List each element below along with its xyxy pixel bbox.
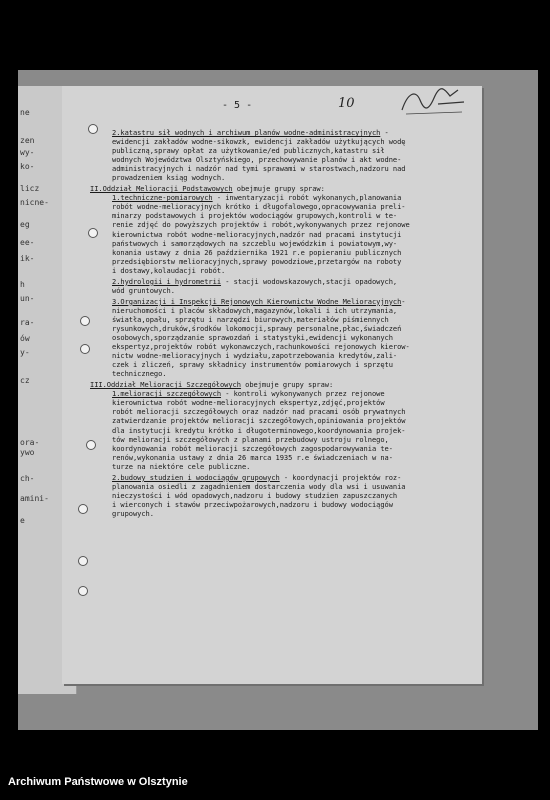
item-heading: 1.melioracji szczegółowych (112, 389, 222, 399)
underlying-page-fragment: ora- (20, 438, 40, 447)
text-line: światła,opału, sprzętu i narzędzi biurowych,materiałów piśmiennych (112, 314, 389, 324)
text-line: czek i zliczeń, sprawy składnicy instrumentów pomiarowych i sprzętu (112, 360, 393, 370)
punch-hole (78, 586, 88, 596)
text-line: wód gruntowych. (112, 285, 175, 295)
text-line: administracyjnych i nadzór nad tymi sprawami w starostwach,nadzoru nad (112, 164, 406, 174)
item-heading-tail: - inwentaryzacji robót wykonanych,planowania (212, 193, 402, 203)
underlying-page-fragment: h (20, 280, 25, 289)
document-page (62, 86, 482, 684)
item-heading-tail: - koordynacji projektów roz- (279, 472, 402, 482)
underlying-page-fragment: y- (20, 348, 30, 357)
text-line: prowadzeniem ksiąg wodnych. (112, 173, 226, 183)
underlying-page-fragment: un- (20, 294, 35, 303)
text-line: ewidencji zakładów wodne-sikowzk, ewidencji zakładów użytkujących wodę (112, 137, 406, 147)
text-line: turze na niektóre cele publiczne. (112, 461, 251, 471)
item-heading: 2.katastru sił wodnych i archiwum planów wodne-administracyjnych (112, 128, 381, 137)
underlying-page-fragment: e (20, 516, 25, 525)
text-line (112, 128, 477, 137)
text-line: minarzy podstawowych i projektów wodociągów grupowych,kontroli w te- (112, 211, 398, 221)
item-heading-tail: - (401, 296, 406, 306)
underlying-page-fragment: amini- (20, 494, 49, 503)
section-heading-tail: obejmuje grupy spraw: (240, 380, 334, 390)
text-line: technicznego. (112, 369, 167, 379)
text-line: osobowych,sporządzanie sprawozdań i statystyki,ewidencji wykonanych (112, 333, 393, 343)
text-line: ekspertyz,projektów robót wykonawczych,rachunkowości rejonowych kierow- (112, 342, 410, 352)
text-line: państwowych i samorządowych na szczeblu wojewódzkim i powiatowym,wy- (112, 238, 398, 248)
paragraph (112, 277, 477, 295)
text-line: dla instytucji kredytu krótko i długoterminowego,koordynowania projek- (112, 425, 406, 435)
item-heading-tail: - kontroli wykonywanych przez rejonowe (221, 389, 385, 399)
text-line: przedsiębiorstw melioracyjnych,sprawy powodziowe,przetargów na roboty (112, 256, 402, 266)
document-body (90, 128, 477, 520)
text-line: konania ustawy z dnia 26 października 1921 r.e popieraniu publicznych (112, 247, 402, 257)
item-heading: 2.budowy studzien i wodociągów grupowych (112, 472, 280, 482)
item-heading-tail: - stacji wodowskazowych,stacji opadowych, (221, 276, 398, 286)
text-line: i wierconych i stawów przeciwpożarowych,nadzoru i budowy wodociągów (112, 499, 393, 509)
punch-hole (86, 440, 96, 450)
text-line: nieczystości i wód opadowych,nadzoru i budowy studzien zapuszczanych (112, 490, 398, 500)
text-line: rysunkowych,druków,środków lokomocji,sprawy personalne,płac,świadczeń (112, 323, 402, 333)
section-heading (90, 184, 477, 193)
text-line: tów melioracji szczegółowych z planami przebudowy ustroju rolnego, (112, 434, 389, 444)
punch-hole (88, 228, 98, 238)
underlying-page-fragment: ik- (20, 254, 35, 263)
text-line: robót melioracji szczegółowych oraz nadzór nad pracami osób prywatnych (112, 407, 406, 417)
item-heading: 2.hydrologii i hydrometrii (112, 276, 222, 286)
item-heading: 3.Organizacji i Inspekcji Rejonowych Kierownictw Wodne Melioracyjnych (112, 296, 402, 306)
text-line: koordynowania robót melioracji szczegółowych zagospodarowywania te- (112, 443, 393, 453)
paragraph (112, 389, 477, 470)
underlying-page-fragment: zen (20, 136, 35, 145)
text-line: wodnych Województwa Olsztyńskiego, przechowywanie planów i akt wodne- (112, 155, 402, 165)
punch-hole (78, 556, 88, 566)
text-line (112, 193, 477, 202)
underlying-page-fragment: ch- (20, 474, 35, 483)
handwritten-mark (398, 86, 468, 116)
punch-hole (88, 124, 98, 134)
underlying-page-fragment: ko- (20, 162, 35, 171)
text-line: nictw wodne-melioracyjnych i wydziału,zapotrzebowania kredytów,zali- (112, 351, 398, 361)
section-heading-tail: obejmuje grupy spraw: (232, 184, 325, 194)
text-line: kierownictwa robót wodne-melioracyjnych ekspertyz,zdjęć,projektów (112, 398, 385, 408)
paragraph (112, 193, 477, 274)
underlying-page-fragment: wy- (20, 148, 35, 157)
text-line: nieruchomości i placów składowych,magazynów,lokali i ich utrzymania, (112, 305, 398, 315)
underlying-page-fragment: licz (20, 184, 40, 193)
underlying-page-fragment: ów (20, 334, 30, 343)
section-heading (90, 380, 477, 389)
underlying-page-fragment: eg (20, 220, 30, 229)
text-line: zatwierdzanie projektów melioracji szczegółowych,opiniowania projektów (112, 416, 406, 426)
underlying-page-fragment: ywo (20, 448, 35, 457)
text-line (112, 297, 477, 306)
page-header (62, 96, 482, 116)
underlying-page-fragment: ee- (20, 238, 35, 247)
text-line: kierownictwa robót wodne-melioracyjnych,nadzór nad pracami instytucji (112, 229, 402, 239)
text-line (112, 473, 477, 482)
punch-hole (78, 504, 88, 514)
folio-number: 10 (338, 96, 355, 111)
text-line: planowania osiedli z zagadnieniem dostarczenia wody dla wsi i usuwania (112, 481, 406, 491)
underlying-page-fragment: ra- (20, 318, 35, 327)
text-line: publiczną,sprawy opłat za użytkowanie/ed publicznych,katastru sił (112, 146, 385, 156)
paragraph (112, 128, 477, 182)
underlying-page-fragment: nicne- (20, 198, 49, 207)
text-line: renów,wykonania ustawy z dnia 26 marca 1935 r.e świadczeniach w na- (112, 452, 393, 462)
paragraph (112, 473, 477, 518)
punch-hole (80, 316, 90, 326)
text-line: renie zdjęć do powyższych projektów i robót,wykonywanych przez rejonowe (112, 220, 410, 230)
punch-hole (80, 344, 90, 354)
section-heading-title: II.Oddział Melioracji Podstawowych (90, 184, 233, 194)
section-heading-title: III.Oddział Melioracji Szczegółowych (90, 380, 241, 390)
item-heading: 1.techniczne-pomiarowych (112, 193, 213, 203)
paragraph (112, 297, 477, 378)
text-line (112, 389, 477, 398)
underlying-page-fragment: ne (20, 108, 30, 117)
item-heading-tail: - (380, 128, 389, 137)
archive-watermark: Archiwum Państwowe w Olsztynie (8, 776, 188, 788)
text-line: grupowych. (112, 508, 154, 518)
page-number: - 5 - (222, 100, 253, 111)
text-line: robót wodne-melioracyjnych krótko i długofalowego,opracowywania preli- (112, 202, 406, 212)
text-line (112, 277, 477, 286)
underlying-page-fragment: cz (20, 376, 30, 385)
text-line: i dostawy,kolaudacji robót. (112, 265, 226, 275)
